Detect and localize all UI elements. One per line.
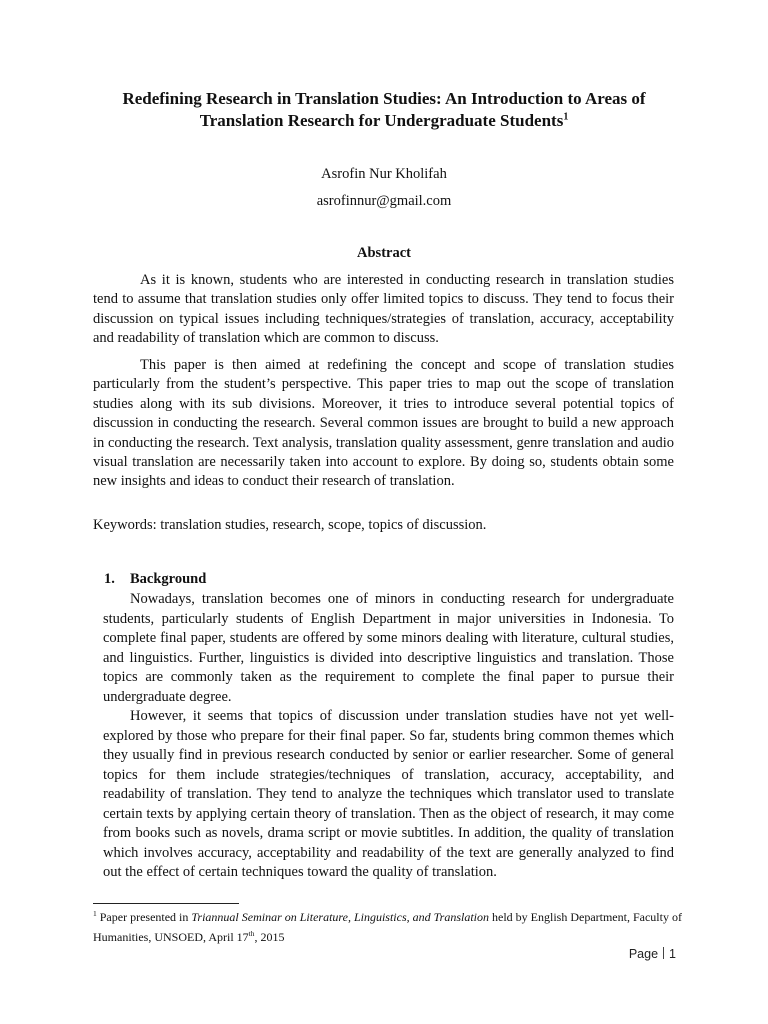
- title-footnote-mark: 1: [563, 111, 569, 123]
- page-number-value: 1: [669, 947, 676, 961]
- footnote-event: Triannual Seminar on Literature, Linguistics, and Translation: [191, 910, 489, 924]
- author-name: Asrofin Nur Kholifah: [321, 166, 447, 182]
- section-title: Background: [130, 571, 207, 587]
- paper-title: [80, 88, 688, 132]
- author-email: asrofinnur@gmail.com: [316, 193, 452, 209]
- footnote: [93, 906, 683, 945]
- page-number: [629, 947, 676, 961]
- section-heading: [104, 571, 206, 588]
- abstract-paragraph-1: As it is known, students who are interested in conducting research in translation studies tend to assume that translation studies only offer limited topics to discuss. They tend to focus their discussion on typical issues including techniques/strategies of translation, accuracy, acceptability and readability of translation which are common to discuss.: [93, 272, 674, 347]
- abstract-paragraph-2: This paper is then aimed at redefining the concept and scope of translation studies particularly from the student’s perspective. This paper tries to map out the scope of translation studies along with its sub divisions. Moreover, it tries to introduce several potential topics of discussion in conducting the research. Several common issues are brought to build a new approach in conducting the research. Text analysis, translation quality assessment, genre translation and audio visual translation are necessarily taken into account to explore. By doing so, students obtain some new insights and ideas to conduct their research of translation.: [93, 357, 674, 490]
- page-label: Page: [628, 947, 659, 961]
- footnote-prefix: Paper presented in: [96, 910, 192, 924]
- footnote-mark: 1: [93, 909, 97, 918]
- footnote-divider: [93, 903, 239, 904]
- page-separator: [663, 947, 664, 959]
- footnote-year: , 2015: [254, 929, 285, 944]
- section-number: 1.: [104, 571, 115, 587]
- footnote-date-sup: th: [248, 928, 255, 938]
- keywords: Keywords: translation studies, research, scope, topics of discussion.: [93, 517, 487, 533]
- background-paragraph-2: However, it seems that topics of discussion under translation studies have not yet well-explored by those who prepare for their final paper. So far, students bring common themes which they usually find in previous research conducted by senior or earlier researcher. Some of general topics for them include strategies/techniques of translation, accuracy, acceptability, and readability of translation. They tend to analyze the techniques which translator used to translate certain texts by applying certain theory of translation. Then as the object of research, it may come from books such as novels, drama script or movie subtitles. In addition, the quality of translation which involves accuracy, acceptability and readability of the text are generally analyzed to find out the effect of certain techniques toward the quality of translation.: [103, 708, 674, 880]
- background-paragraph-1: Nowadays, translation becomes one of minors in conducting research for undergraduate students, particularly students of English Department in major universities in Indonesia. To complete final paper, students are offered by some minors dealing with literature, cultural studies, and linguistics. Further, linguistics is divided into descriptive linguistics and translation. Those topics are commonly taken as the requirement to complete the final paper to pursue their undergraduate degree.: [103, 591, 674, 705]
- paper-title-text: Redefining Research in Translation Studies: An Introduction to Areas of Translation Research for Undergraduate Students: [122, 89, 646, 130]
- footnote-suffix: held by English Department, Faculty of Humanities, UNSOED, April 17: [93, 910, 682, 944]
- abstract-heading: Abstract: [357, 245, 411, 261]
